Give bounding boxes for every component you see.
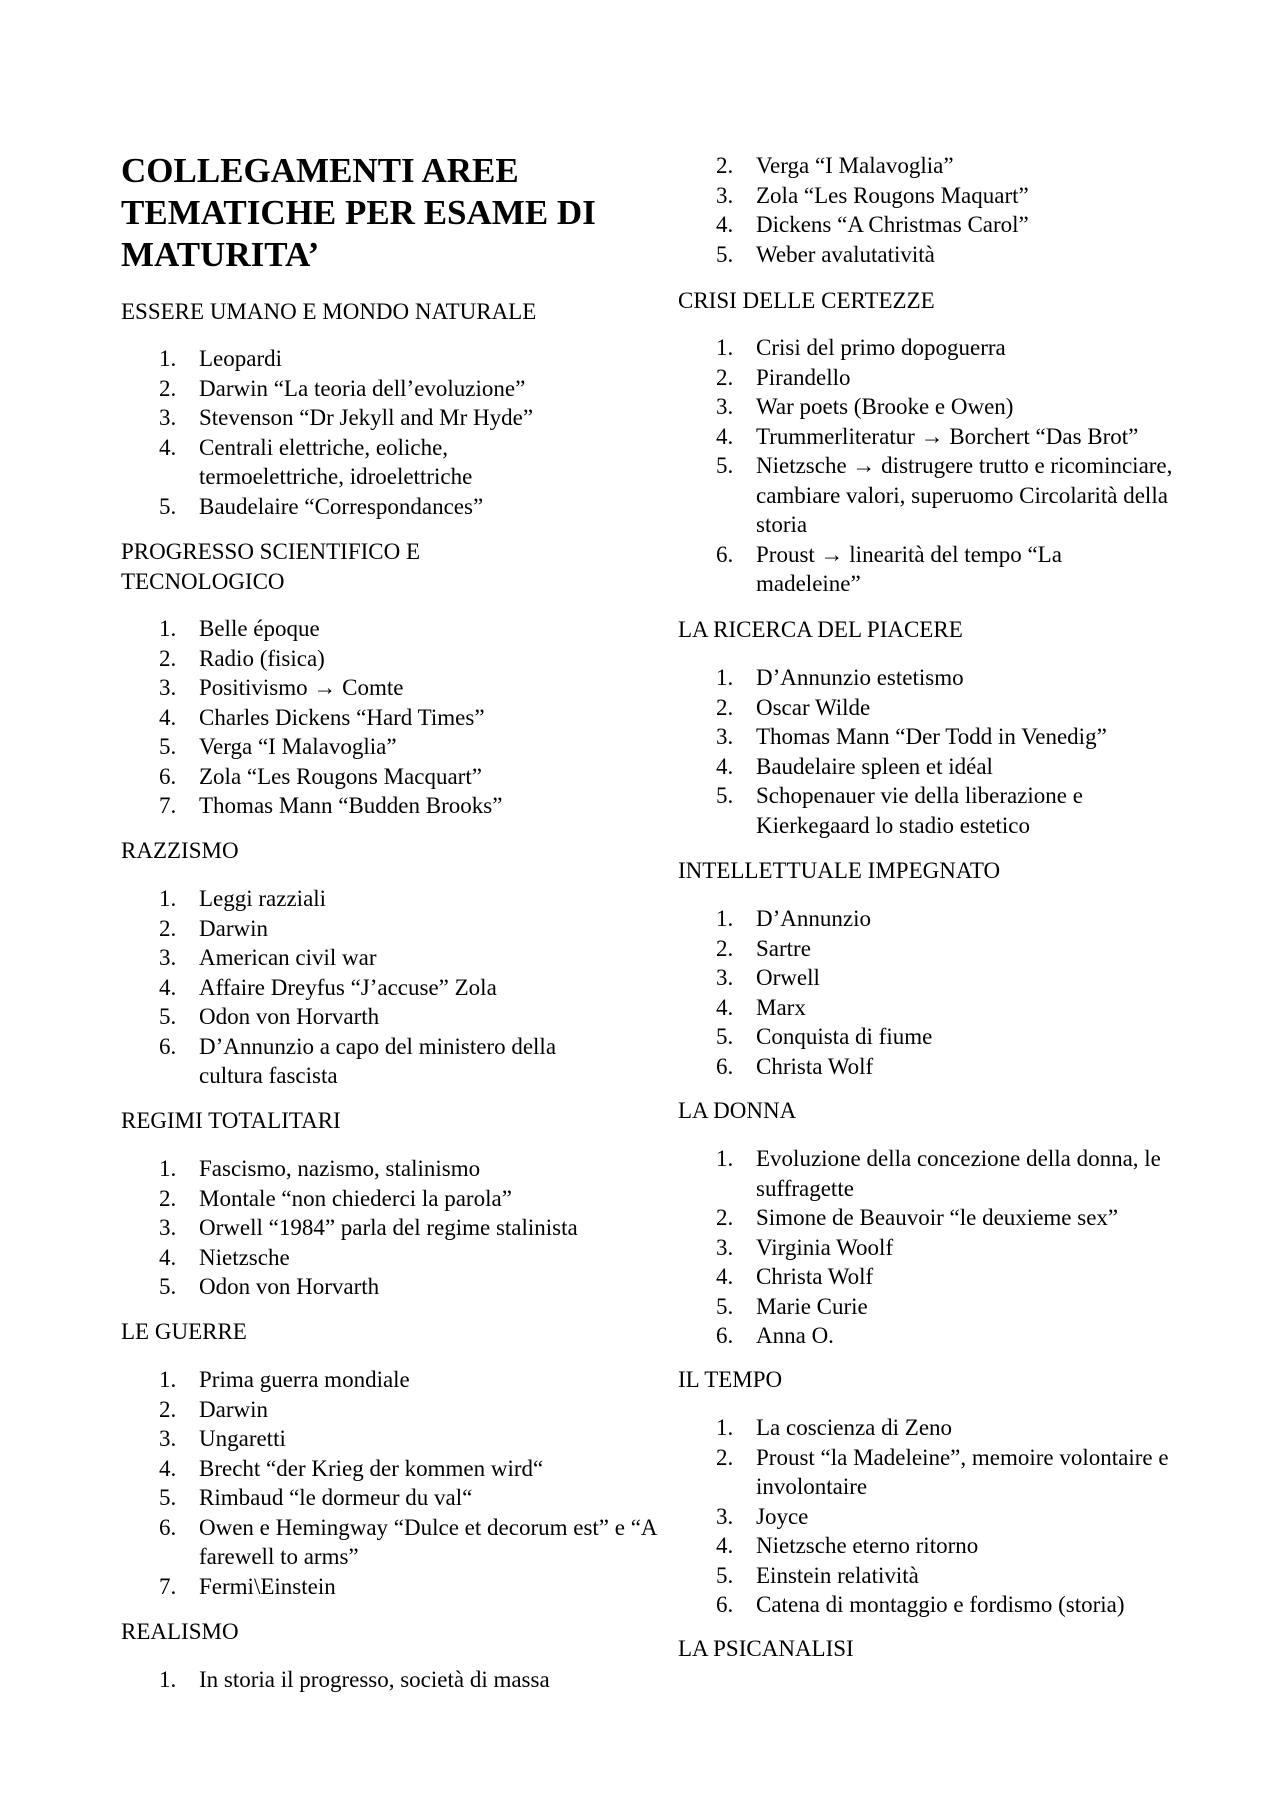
- list-item: 5. Odon von Horvarth: [159, 1004, 380, 1029]
- list-item: 1. Leggi razziali: [159, 886, 327, 911]
- section-list: [121, 344, 601, 521]
- list-item: 3. Zola “Les Rougons Maquart”: [716, 182, 1029, 208]
- section-list: [678, 663, 1178, 840]
- section-heading: LA DONNA: [678, 1098, 797, 1123]
- list-item: 1. La coscienza di Zeno: [716, 1415, 953, 1440]
- list-item: 3. War poets (Brooke e Owen): [716, 394, 1014, 419]
- list-item: 5. Rimbaud “le dormeur du val“: [159, 1485, 473, 1510]
- list-item: 2. Darwin “La teoria dell’evoluzione”: [159, 375, 526, 401]
- list-item: 5. Marie Curie: [716, 1293, 868, 1319]
- section-heading: INTELLETTUALE IMPEGNATO: [678, 858, 1001, 883]
- list-item: 6. Christa Wolf: [716, 1053, 874, 1079]
- list-item: 3. Joyce: [716, 1503, 809, 1529]
- list-item: 4. Christa Wolf: [716, 1264, 874, 1289]
- list-item: 4. Baudelaire spleen et idéal: [716, 753, 993, 779]
- list-item: 2. Proust “la Madeleine”, memoire volontaire e involontaire: [716, 1444, 1169, 1499]
- section-list: [678, 333, 1178, 599]
- section-heading: REGIMI TOTALITARI: [121, 1108, 341, 1133]
- document-title: COLLEGAMENTI AREE TEMATICHE PER ESAME DI MATURITA’: [121, 151, 596, 274]
- list-item: 1. D’Annunzio: [716, 906, 871, 931]
- list-item: 2. Oscar Wilde: [716, 694, 871, 720]
- section-list: [121, 1665, 601, 1695]
- list-item: 4. Nietzsche: [159, 1244, 290, 1270]
- list-item: 4. Trummerliteratur → Borchert “Das Brot”: [716, 423, 1139, 449]
- section-list: [121, 884, 601, 1091]
- list-item: 1. Prima guerra mondiale: [159, 1367, 410, 1392]
- list-item: 6. D’Annunzio a capo del ministero della cultura fascista: [159, 1033, 557, 1088]
- list-item: 1. Evoluzione della concezione della donna, le suffragette: [716, 1146, 1161, 1201]
- list-item: 2. Darwin: [159, 915, 268, 941]
- list-item: 4. Charles Dickens “Hard Times”: [159, 704, 485, 730]
- list-item: 1. D’Annunzio estetismo: [716, 665, 964, 690]
- list-item: 2. Sartre: [716, 935, 811, 961]
- section-heading: CRISI DELLE CERTEZZE: [678, 288, 935, 313]
- list-item: 5. Conquista di fiume: [716, 1024, 933, 1049]
- list-item: 1. Belle époque: [159, 616, 320, 641]
- list-item: 3. Orwell: [716, 965, 820, 990]
- list-item: 2. Montale “non chiederci la parola”: [159, 1185, 512, 1211]
- list-item: 5. Baudelaire “Correspondances”: [159, 493, 484, 519]
- list-item: 6. Zola “Les Rougons Macquart”: [159, 763, 482, 789]
- section-heading: ESSERE UMANO E MONDO NATURALE: [121, 299, 537, 324]
- list-item: 3. Virginia Woolf: [716, 1234, 894, 1260]
- list-item: 4. Centrali elettriche, eoliche, termoelettriche, idroelettriche: [159, 434, 473, 489]
- section-heading: LA RICERCA DEL PIACERE: [678, 617, 963, 642]
- list-item: 3. Ungaretti: [159, 1426, 286, 1451]
- section-list: [121, 1154, 601, 1302]
- section-list: [121, 614, 601, 821]
- list-item: 2. Pirandello: [716, 364, 851, 390]
- section-list: [678, 904, 1178, 1081]
- list-item: 6. Catena di montaggio e fordismo (storia): [716, 1592, 1125, 1617]
- list-item: 4. Dickens “A Christmas Carol”: [716, 212, 1029, 237]
- list-item: 1. In storia il progresso, società di massa: [159, 1667, 550, 1692]
- list-item: 6. Proust → linearità del tempo “La madeleine”: [716, 541, 1062, 596]
- list-item: 3. Positivismo → Comte: [159, 675, 404, 700]
- section-list: [678, 1413, 1178, 1620]
- section-heading: LA PSICANALISI: [678, 1636, 854, 1661]
- list-item: 3. Thomas Mann “Der Todd in Venedig”: [716, 724, 1107, 749]
- section-heading: LE GUERRE: [121, 1319, 247, 1344]
- list-item: 5. Nietzsche → distrugere trutto e ricominciare, cambiare valori, superuomo Circolarità della storia: [716, 453, 1173, 537]
- list-item: 6. Owen e Hemingway “Dulce et decorum est” e “A farewell to arms”: [159, 1514, 657, 1569]
- list-item: 3. Stevenson “Dr Jekyll and Mr Hyde”: [159, 405, 534, 430]
- section-heading: PROGRESSO SCIENTIFICO E TECNOLOGICO: [121, 539, 421, 594]
- list-item: 5. Weber avalutatività: [716, 241, 935, 267]
- section-heading: IL TEMPO: [678, 1367, 783, 1392]
- list-item: 1. Fascismo, nazismo, stalinismo: [159, 1156, 481, 1181]
- list-item: 1. Crisi del primo dopoguerra: [716, 335, 1006, 360]
- list-item: 7. Thomas Mann “Budden Brooks”: [159, 793, 503, 818]
- list-item: 4. Marx: [716, 994, 806, 1020]
- list-item: 5. Einstein relatività: [716, 1562, 919, 1588]
- section-list: [678, 151, 1178, 269]
- list-item: 2. Simone de Beauvoir “le deuxieme sex”: [716, 1205, 1119, 1230]
- list-item: 2. Verga “I Malavoglia”: [716, 153, 954, 178]
- list-item: 6. Anna O.: [716, 1323, 834, 1348]
- section-list: [678, 1144, 1178, 1351]
- list-item: 2. Radio (fisica): [159, 645, 325, 671]
- list-item: 4. Affaire Dreyfus “J’accuse” Zola: [159, 974, 497, 1000]
- section-heading: REALISMO: [121, 1619, 239, 1644]
- list-item: 7. Fermi\Einstein: [159, 1573, 336, 1599]
- list-item: 3. Orwell “1984” parla del regime stalinista: [159, 1215, 578, 1240]
- list-item: 3. American civil war: [159, 945, 377, 970]
- list-item: 5. Odon von Horvarth: [159, 1274, 380, 1299]
- section-heading: RAZZISMO: [121, 838, 239, 863]
- list-item: 4. Brecht “der Krieg der kommen wird“: [159, 1455, 544, 1481]
- list-item: 5. Verga “I Malavoglia”: [159, 734, 397, 759]
- list-item: 5. Schopenauer vie della liberazione e Kierkegaard lo stadio estetico: [716, 783, 1083, 838]
- list-item: 1. Leopardi: [159, 346, 283, 371]
- section-list: [121, 1365, 657, 1601]
- list-item: 4. Nietzsche eterno ritorno: [716, 1533, 979, 1558]
- list-item: 2. Darwin: [159, 1396, 268, 1422]
